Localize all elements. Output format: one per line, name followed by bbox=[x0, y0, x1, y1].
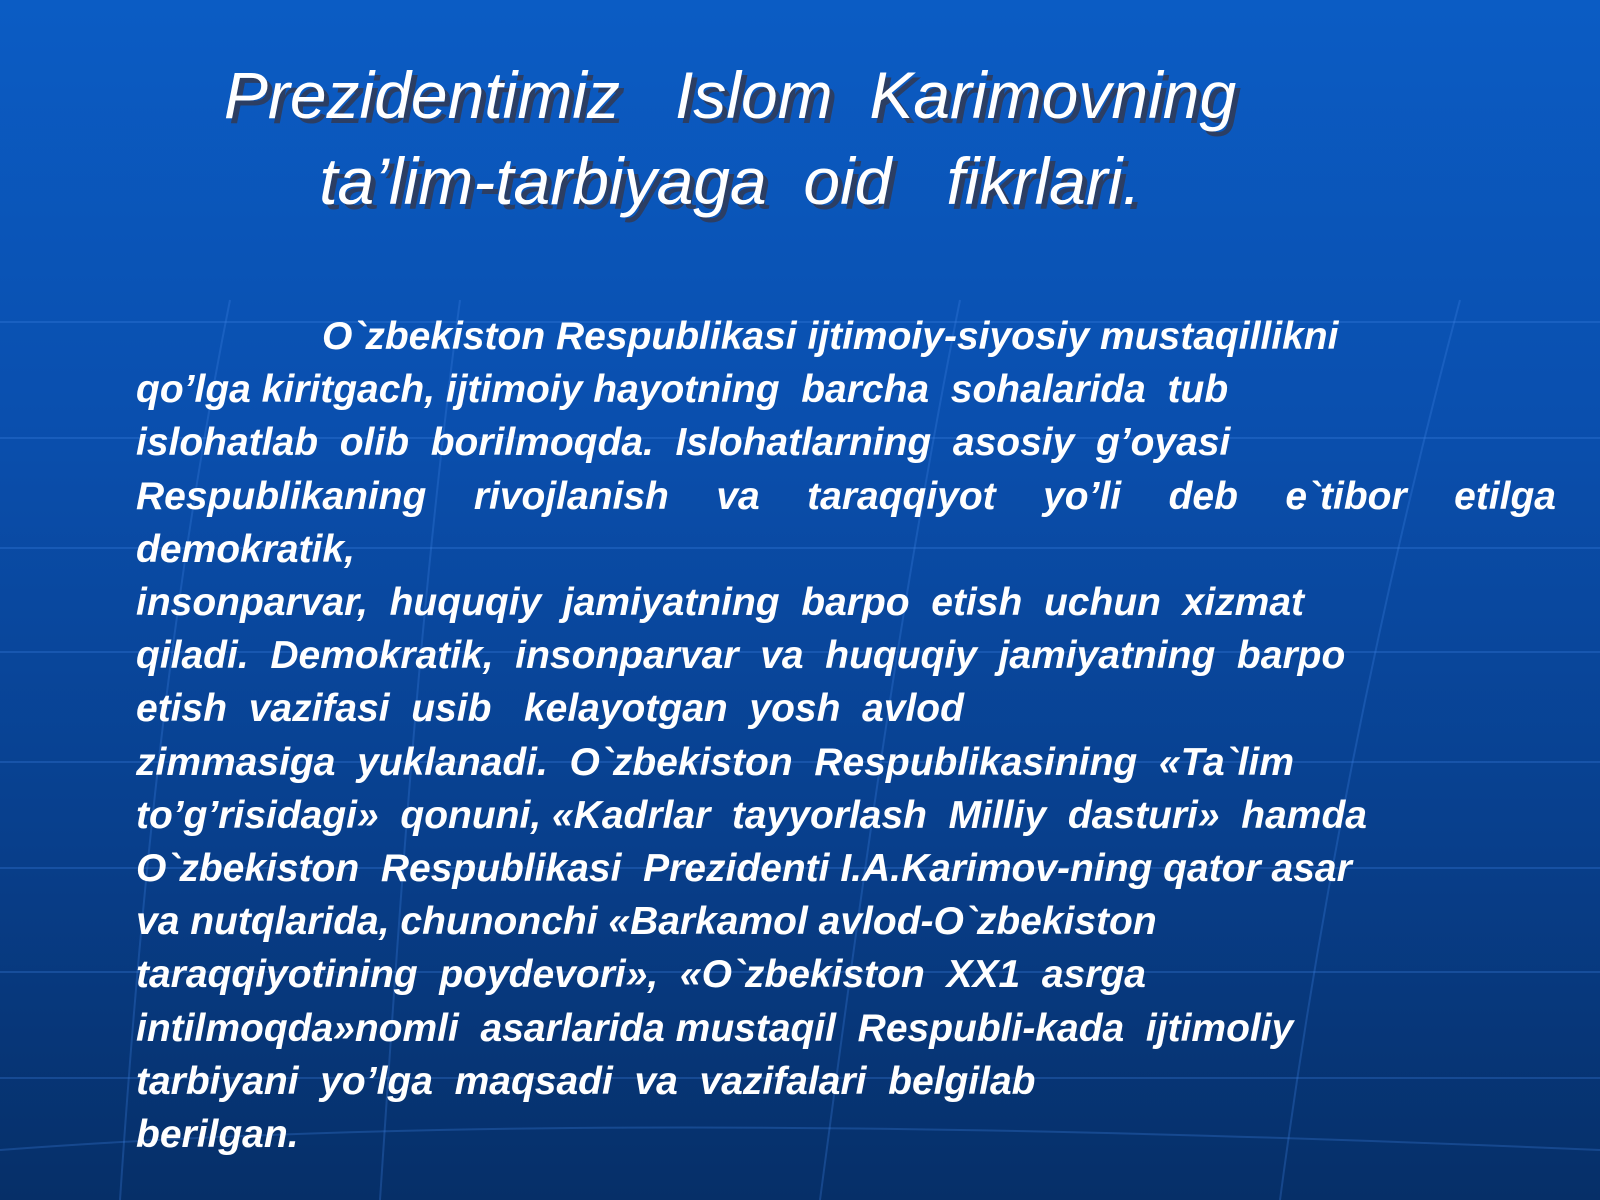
slide-title bbox=[0, 52, 1460, 224]
body-line: demokratik, bbox=[136, 527, 355, 571]
title-line: Prezidentimiz Islom Karimovning bbox=[223, 58, 1237, 132]
body-line: qiladi. Demokratik, insonparvar va huquqiy jamiyatning barpo bbox=[136, 634, 1346, 678]
body-line: intilmoqda»nomli asarlarida mustaqil Respubli-kada ijtimoliy bbox=[136, 1006, 1294, 1050]
body-line: zimmasiga yuklanadi. O`zbekiston Respublikasining «Ta`lim bbox=[136, 740, 1295, 784]
body-line: insonparvar, huquqiy jamiyatning barpo etish uchun xizmat bbox=[136, 581, 1305, 625]
body-line: Respublikaning rivojlanish va taraqqiyot yo’li deb e`tibor etilga bbox=[136, 474, 1556, 518]
body-line: taraqqiyotining poydevori», «O`zbekiston XX1 asrga bbox=[136, 953, 1146, 997]
body-line: islohatlab olib borilmoqda. Islohatlarning asosiy g’oyasi bbox=[136, 421, 1231, 465]
slide-body-paragraph bbox=[136, 310, 1556, 1161]
body-line: va nutqlarida, chunonchi «Barkamol avlod-O`zbekiston bbox=[136, 900, 1157, 944]
body-line: qo’lga kiritgach, ijtimoiy hayotning barcha sohalarida tub bbox=[136, 368, 1229, 412]
body-line: O`zbekiston Respublikasi Prezidenti I.A.Karimov-ning qator asar bbox=[136, 847, 1352, 891]
body-line: O`zbekiston Respublikasi ijtimoiy-siyosiy mustaqillikni bbox=[322, 315, 1339, 358]
body-line: tarbiyani yo’lga maqsadi va vazifalari belgilab bbox=[136, 1059, 1036, 1103]
body-line: to’g’risidagi» qonuni, «Kadrlar tayyorlash Milliy dasturi» hamda bbox=[136, 793, 1367, 837]
body-line: etish vazifasi usib kelayotgan yosh avlod bbox=[136, 687, 964, 731]
title-line: ta’lim-tarbiyaga oid fikrlari. bbox=[319, 144, 1141, 218]
body-line: berilgan. bbox=[136, 1113, 299, 1157]
